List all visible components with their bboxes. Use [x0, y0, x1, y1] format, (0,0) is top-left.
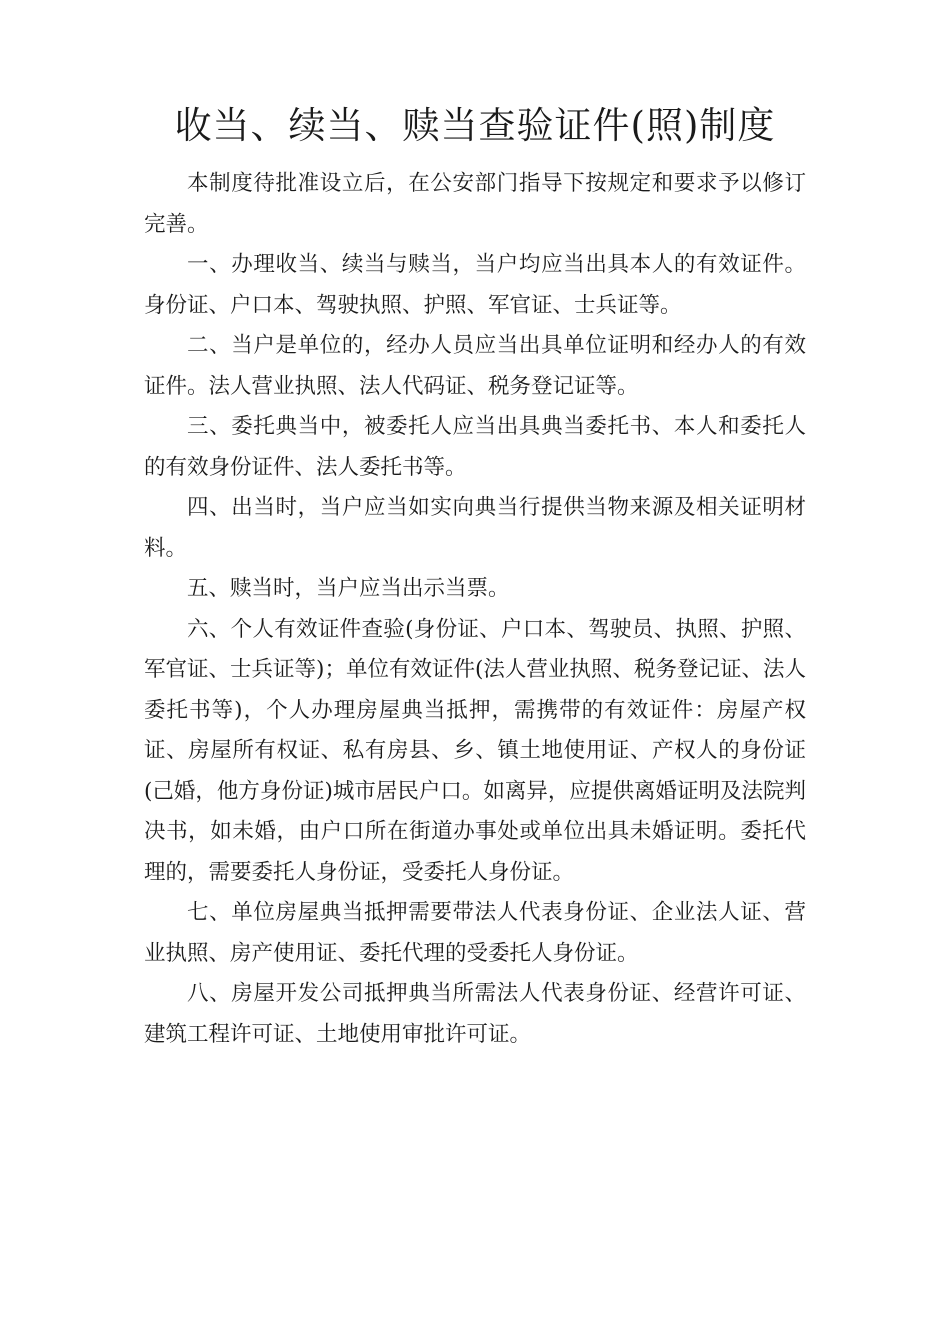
paragraph-5: 五、赎当时，当户应当出示当票。: [187, 576, 510, 601]
document-title: 收当、续当、赎当查验证件(照)制度: [174, 104, 776, 147]
paragraph-8: 八、房屋开发公司抵押典当所需法人代表身份证、经营许可证、建筑工程许可证、土地使用审批许可证。: [144, 981, 806, 1047]
paragraph-1: 一、办理收当、续当与赎当，当户均应当出具本人的有效证件。身份证、户口本、驾驶执照、护照、军官证、士兵证等。: [144, 252, 806, 318]
paragraph-6: 六、个人有效证件查验(身份证、户口本、驾驶员、执照、护照、军官证、士兵证等)；单位有效证件(法人营业执照、税务登记证、法人委托书等)，个人办理房屋典当抵押，需携带的有效证件：房屋产权证、房屋所有权证、私有房县、乡、镇土地使用证、产权人的身份证(己婚，他方身份证)城市居民户口。如离异，应提供离婚证明及法院判决书，如未婚，由户口所在街道办事处或单位出具未婚证明。委托代理的，需要委托人身份证，受委托人身份证。: [144, 616, 806, 885]
paragraph-4: 四、出当时，当户应当如实向典当行提供当物来源及相关证明材料。: [144, 495, 806, 561]
paragraph-3: 三、委托典当中，被委托人应当出具典当委托书、本人和委托人的有效身份证件、法人委托书等。: [144, 414, 806, 480]
paragraph-7: 七、单位房屋典当抵押需要带法人代表身份证、企业法人证、营业执照、房产使用证、委托代理的受委托人身份证。: [144, 900, 806, 966]
paragraph-intro: 本制度待批准设立后，在公安部门指导下按规定和要求予以修订完善。: [144, 171, 806, 237]
paragraph-2: 二、当户是单位的，经办人员应当出具单位证明和经办人的有效证件。法人营业执照、法人代码证、税务登记证等。: [144, 333, 806, 399]
document-body: [144, 164, 806, 1055]
